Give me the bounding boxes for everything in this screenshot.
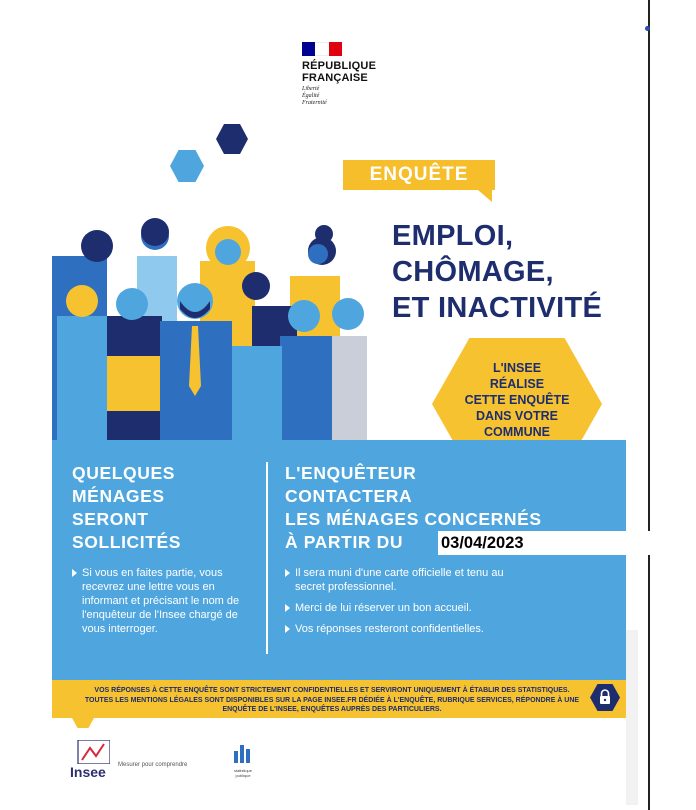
bullet-triangle-icon (285, 569, 290, 577)
stat-line: publique (235, 773, 251, 778)
right-heading-line: LES MÉNAGES CONCERNÉS (285, 509, 542, 529)
motto-liberte: Liberté (302, 86, 320, 92)
badge-text (432, 360, 602, 440)
list-item-text: Il sera muni d'une carte officielle et tenu au secret professionnel. (295, 567, 504, 593)
insee-name: Insee (70, 764, 106, 780)
list-item (72, 566, 262, 636)
list-item-text: Merci de lui réserver un bon accueil. (295, 602, 472, 614)
motto-fraternite: Fraternité (302, 100, 327, 106)
insee-logo (70, 740, 188, 780)
republique-line: RÉPUBLIQUE (302, 60, 377, 72)
right-heading-line: À PARTIR DU (285, 532, 404, 552)
badge-line: L'INSEE (492, 361, 542, 375)
title-line-chomage: CHÔMAGE, (392, 256, 554, 288)
enquete-tag: ENQUÊTE (343, 160, 495, 190)
list-item-text: Si vous en faites partie, vous recevrez une lettre vous en informant et précisant le nom de l'enquêteur de l'Insee chargé de vous interroger. (82, 567, 240, 635)
badge-line: CETTE ENQUÊTE (464, 393, 570, 407)
left-heading-line: MÉNAGES (72, 486, 165, 506)
edge-strip (626, 630, 638, 805)
right-heading-line: L'ENQUÊTEUR (285, 463, 417, 483)
badge-line: COMMUNE (484, 425, 550, 439)
start-date: 03/04/2023 (438, 531, 650, 555)
statistique-publique-icon (228, 745, 258, 763)
left-heading-line: SOLLICITÉS (72, 532, 182, 552)
bullet-triangle-icon (72, 569, 77, 577)
right-bullet-list (285, 566, 605, 643)
left-heading-line: SERONT (72, 509, 149, 529)
title-line-emploi: EMPLOI, (392, 220, 514, 252)
insee-tagline: Mesurer pour comprendre (118, 762, 188, 768)
lock-icon (596, 688, 614, 706)
left-heading-line: QUELQUES (72, 463, 176, 483)
right-heading-line: CONTACTERA (285, 486, 413, 506)
enquete-tag-tail (478, 190, 492, 202)
confidentiality-notice: VOS RÉPONSES À CETTE ENQUÊTE SONT STRICTEMENT CONFIDENTIELLES ET SERVIRONT UNIQUEMENT À ÉTABLIR DES STATISTIQUES. TOUTES LES MENTIONS LÉGALES SONT DISPONIBLES SUR LA PAGE INSEE.FR DÉDIÉE À L'ENQUÊTE, RUBRIQUE SERVICES, RÉPONDRE À UNE ENQUÊTE DE L'INSEE, ENQUÊTES AUPRÈS DES PARTICULIERS. (84, 687, 580, 713)
republique-title (302, 60, 376, 84)
list-item (285, 566, 605, 594)
francaise-line: FRANÇAISE (302, 72, 368, 84)
decor-hex-navy (216, 124, 248, 154)
bullet-triangle-icon (285, 604, 290, 612)
statistique-publique-text (228, 768, 258, 778)
main-title (392, 218, 602, 326)
list-item (285, 622, 605, 636)
motto (302, 86, 376, 107)
flag-icon (302, 42, 342, 56)
left-bullet-list (72, 566, 262, 643)
page-edge (648, 0, 650, 810)
edge-dot (645, 26, 650, 31)
insee-logo-icon (70, 740, 110, 764)
list-item (285, 601, 605, 615)
republique-francaise-logo (302, 42, 376, 107)
title-line-inactivite: ET INACTIVITÉ (392, 292, 603, 324)
list-item-text: Vos réponses resteront confidentielles. (295, 623, 484, 635)
left-heading (72, 462, 181, 554)
statistique-publique-logo (228, 745, 258, 778)
people-illustration (52, 216, 367, 446)
panel-divider (266, 462, 268, 654)
stat-line: statistique (233, 768, 252, 773)
motto-egalite: Égalité (302, 93, 320, 99)
bullet-triangle-icon (285, 625, 290, 633)
badge-line: RÉALISE (489, 377, 545, 391)
decor-hex-blue (170, 150, 204, 182)
badge-line: DANS VOTRE (476, 409, 558, 423)
